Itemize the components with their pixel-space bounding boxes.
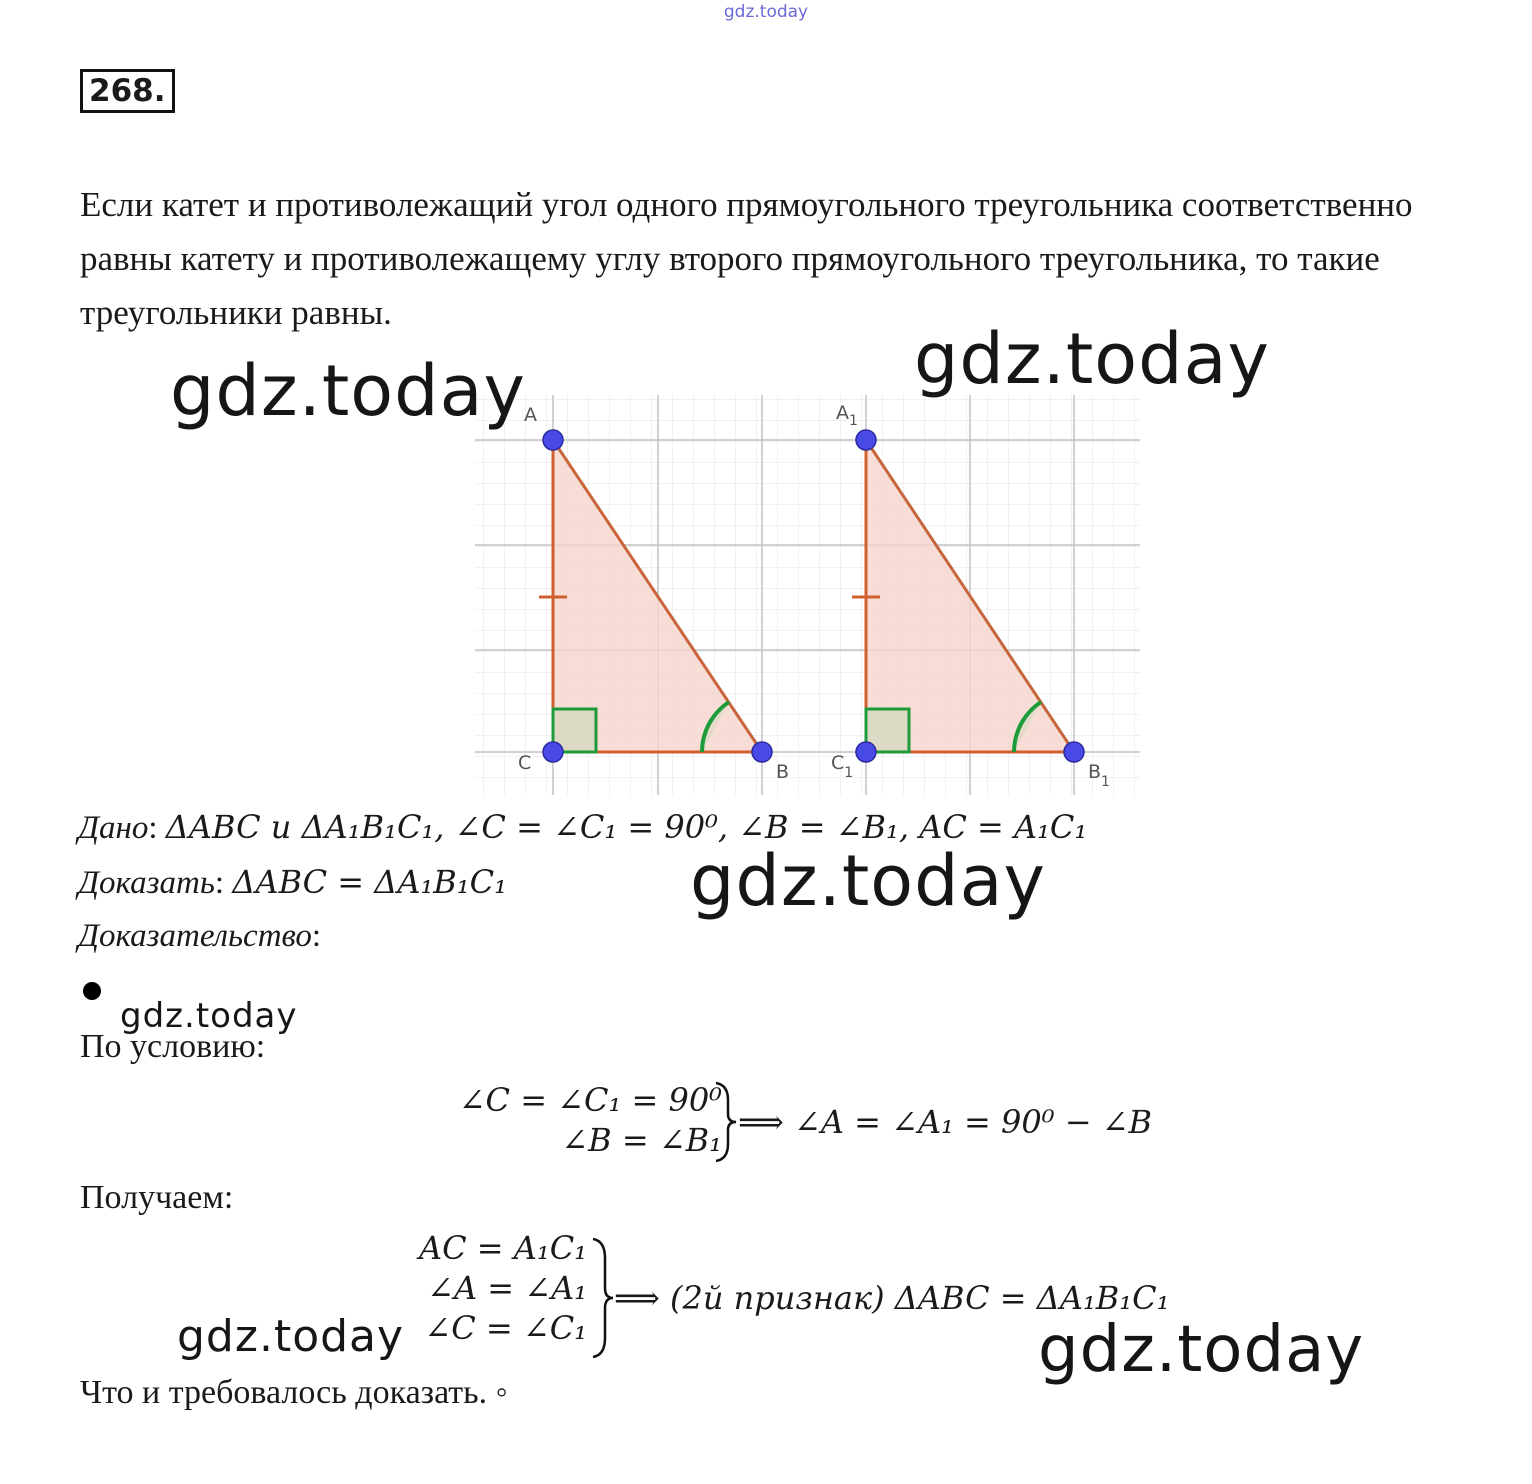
system1-rows	[459, 1080, 722, 1160]
system2-result: ⟹ (2й признак) ΔABC = ΔA₁B₁C₁	[614, 1279, 1170, 1317]
point-b	[752, 742, 772, 762]
prove-label: Доказать	[78, 865, 215, 901]
point-a1	[856, 430, 876, 450]
given-text: ΔABC и ΔA₁B₁C₁, ∠C = ∠C₁ = 90⁰, ∠B = ∠B₁, AC = A₁C₁	[165, 808, 1088, 846]
label-b: B	[776, 761, 790, 783]
system1-line1: ∠C = ∠C₁ = 90⁰	[458, 1081, 722, 1119]
label-b1: $B_1$	[1088, 761, 1110, 790]
prove-line: Доказать: ΔABC = ΔA₁B₁C₁	[78, 863, 507, 901]
system2-line2: ∠A = ∠A₁	[427, 1269, 587, 1307]
system1-line2: ∠B = ∠B₁	[561, 1121, 722, 1159]
we-get: Получаем:	[80, 1179, 234, 1216]
system2-line1: AC = A₁C₁	[419, 1229, 587, 1267]
top-watermark: gdz.today	[723, 2, 809, 22]
label-c: C	[518, 752, 532, 774]
watermark: gdz.today	[1038, 1313, 1365, 1387]
point-c	[543, 742, 563, 762]
triangles-figure	[470, 392, 1145, 802]
by-condition: По условию:	[80, 1028, 266, 1065]
watermark: gdz.today	[177, 1311, 405, 1362]
watermark: gdz.today	[120, 996, 298, 1036]
watermark: gdz.today	[914, 318, 1270, 400]
given-label: Дано	[78, 810, 149, 846]
system2-line3: ∠C = ∠C₁	[424, 1309, 587, 1347]
proof-label: Доказательство	[78, 918, 312, 954]
bullet-point	[83, 982, 101, 1000]
label-a1: $A_1$	[836, 402, 858, 429]
label-c1: $C_1$	[831, 752, 854, 781]
point-b1	[1064, 742, 1084, 762]
given-line: Дано: ΔABC и ΔA₁B₁C₁, ∠C = ∠C₁ = 90⁰, ∠B = ∠B₁, AC = A₁C₁	[78, 808, 1088, 846]
point-c1	[856, 742, 876, 762]
system1-brace	[710, 1080, 740, 1164]
watermark: gdz.today	[690, 840, 1046, 922]
label-a: A	[524, 404, 537, 426]
point-a	[543, 430, 563, 450]
proof-heading: Доказательство:	[78, 918, 322, 954]
problem-number: 268.	[80, 69, 175, 113]
problem-statement: Если катет и противолежащий угол одного прямоугольного треугольника соответственно равны катету и противолежащему углу второго прямоугольного треугольника, то такие треугольники равны.	[80, 185, 1413, 332]
system2-rows	[419, 1228, 587, 1348]
watermark: gdz.today	[170, 350, 526, 432]
prove-text: ΔABC = ΔA₁B₁C₁	[232, 863, 507, 901]
conclusion: Что и требовалось доказать. ◦	[80, 1374, 508, 1411]
system1-result: ⟹ ∠A = ∠A₁ = 90⁰ − ∠B	[738, 1103, 1153, 1141]
